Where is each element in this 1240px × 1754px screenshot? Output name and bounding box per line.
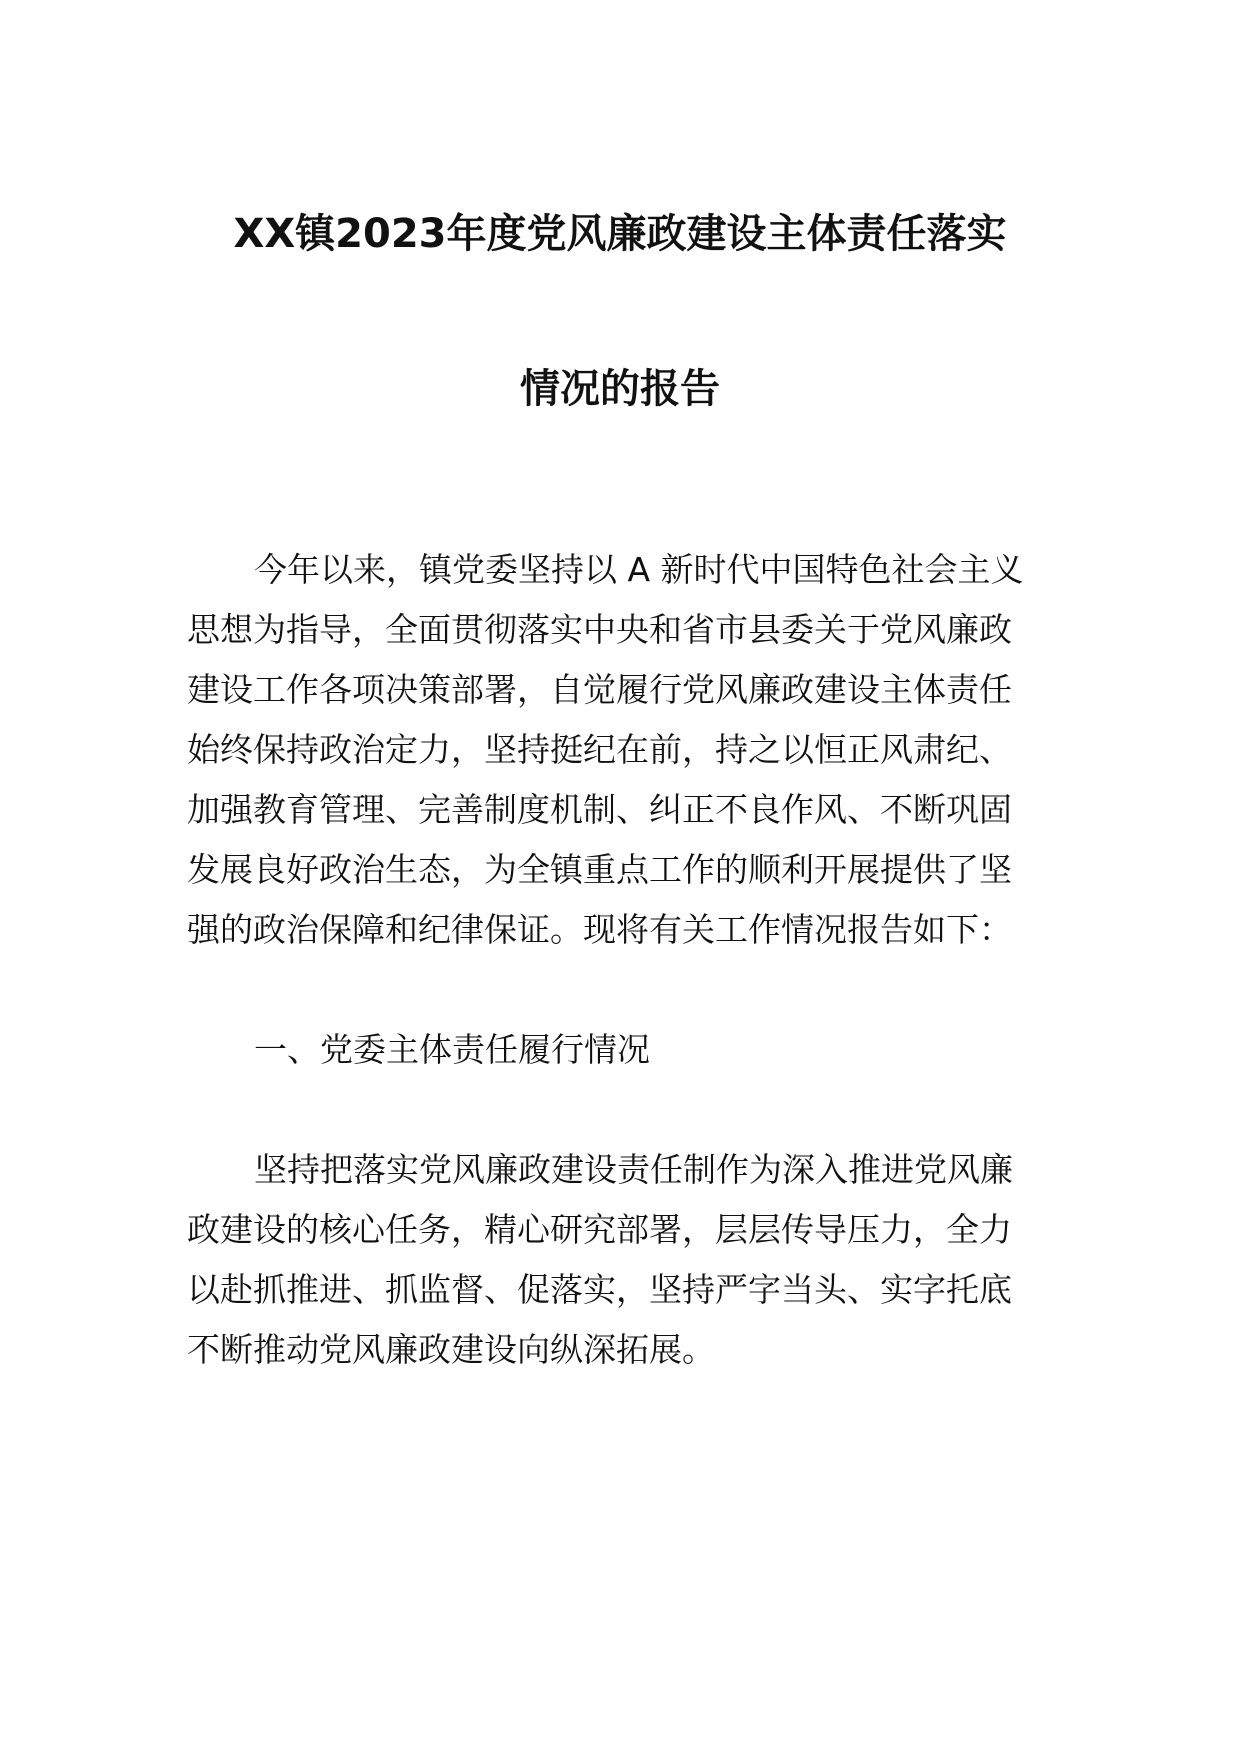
paragraph-1-line-4: 始终保持政治定力，坚持挺纪在前，持之以恒正风肃纪、	[187, 730, 1012, 769]
paragraph-2-line-2: 政建设的核心任务，精心研究部署，层层传导压力，全力	[187, 1210, 1012, 1249]
section-1-heading: 一、党委主体责任履行情况	[254, 1030, 650, 1069]
paragraph-2-line-4: 不断推动党风廉政建设向纵深拓展。	[187, 1330, 715, 1369]
paragraph-1-line-7: 强的政治保障和纪律保证。现将有关工作情况报告如下：	[187, 910, 1012, 949]
paragraph-2-line-1: 坚持把落实党风廉政建设责任制作为深入推进党风廉	[254, 1150, 1013, 1189]
paragraph-1-line-2: 思想为指导，全面贯彻落实中央和省市县委关于党风廉政	[187, 610, 1012, 649]
paragraph-1-line-5: 加强教育管理、完善制度机制、纠正不良作风、不断巩固	[187, 790, 1012, 829]
paragraph-1-line-6: 发展良好政治生态，为全镇重点工作的顺利开展提供了坚	[187, 850, 1012, 889]
paragraph-1-line-1: 今年以来，镇党委坚持以 A 新时代中国特色社会主义	[254, 550, 1024, 589]
document-title-line-1: XX镇2023年度党风廉政建设主体责任落实	[233, 211, 1007, 257]
paragraph-2-line-3: 以赴抓推进、抓监督、促落实，坚持严字当头、实字托底	[187, 1270, 1012, 1309]
document-title-line-2: 情况的报告	[520, 366, 720, 412]
paragraph-1-line-3: 建设工作各项决策部署，自觉履行党风廉政建设主体责任	[187, 670, 1012, 709]
